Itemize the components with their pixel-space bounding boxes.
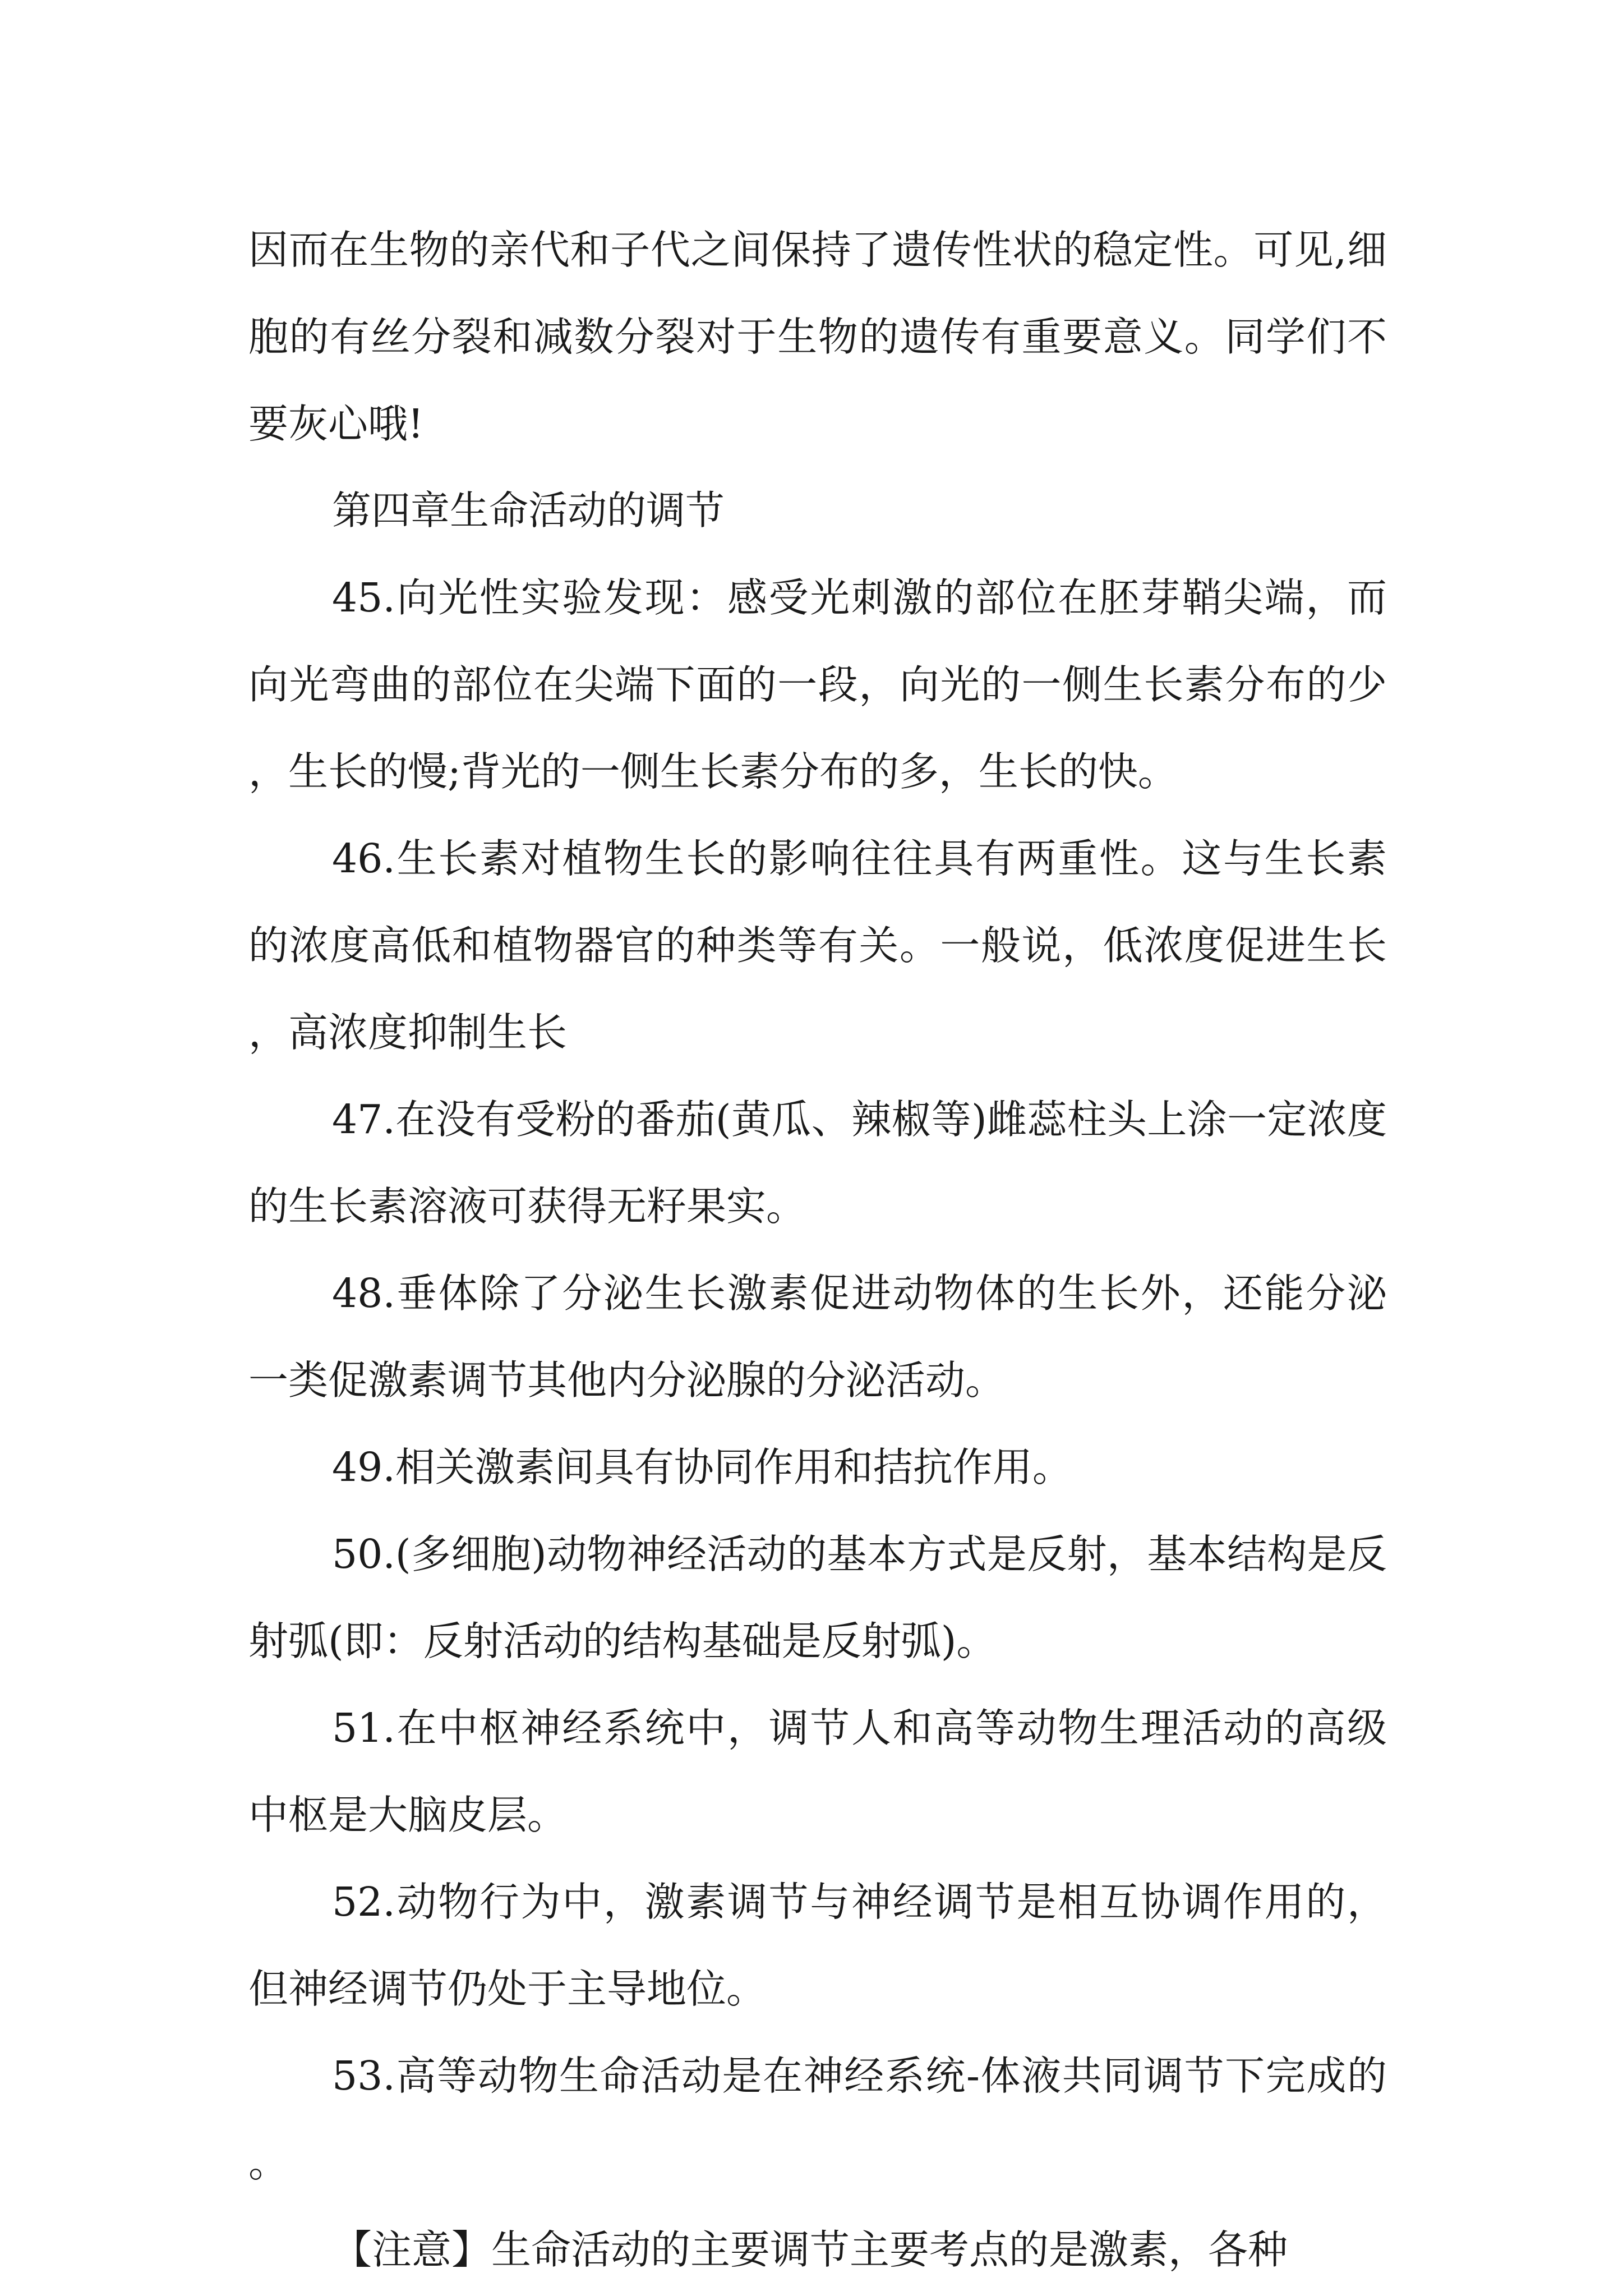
paragraph-note: 【注意】生命活动的主要调节主要考点的是激素，各种 <box>332 2226 1288 2273</box>
paragraph-item-53: 53.高等动物生命活动是在神经系统-体液共同调节下完成的。 <box>248 2053 1387 2186</box>
paragraph-item-52: 52.动物行为中，激素调节与神经调节是相互协调作用的，但神经调节仍处于主导地位。 <box>248 1879 1387 2012</box>
chapter-heading: 第四章生命活动的调节 <box>332 487 725 533</box>
paragraph-item-49: 49.相关激素间具有协同作用和拮抗作用。 <box>332 1444 1072 1490</box>
paragraph-item-46: 46.生长素对植物生长的影响往往具有两重性。这与生长素的浓度高低和植物器官的种类等有关。一般说，低浓度促进生长，高浓度抑制生长 <box>248 835 1387 1056</box>
paragraph-continuation: 因而在生物的亲代和子代之间保持了遗传性状的稳定性。可见,细胞的有丝分裂和减数分裂对于生物的遗传有重要意义。同学们不要灰心哦! <box>248 227 1387 447</box>
paragraph-item-47: 47.在没有受粉的番茄(黄瓜、辣椒等)雌蕊柱头上涂一定浓度的生长素溶液可获得无籽果实。 <box>248 1096 1387 1230</box>
document-body <box>248 206 1387 2293</box>
paragraph-item-48: 48.垂体除了分泌生长激素促进动物体的生长外，还能分泌一类促激素调节其他内分泌腺的分泌活动。 <box>248 1270 1387 1404</box>
paragraph-item-51: 51.在中枢神经系统中，调节人和高等动物生理活动的高级中枢是大脑皮层。 <box>248 1705 1387 1838</box>
paragraph-item-45: 45.向光性实验发现：感受光刺激的部位在胚芽鞘尖端，而向光弯曲的部位在尖端下面的一段，向光的一侧生长素分布的少，生长的慢;背光的一侧生长素分布的多，生长的快。 <box>248 574 1387 795</box>
paragraph-item-50: 50.(多细胞)动物神经活动的基本方式是反射，基本结构是反射弧(即：反射活动的结构基础是反射弧)。 <box>248 1531 1387 1664</box>
